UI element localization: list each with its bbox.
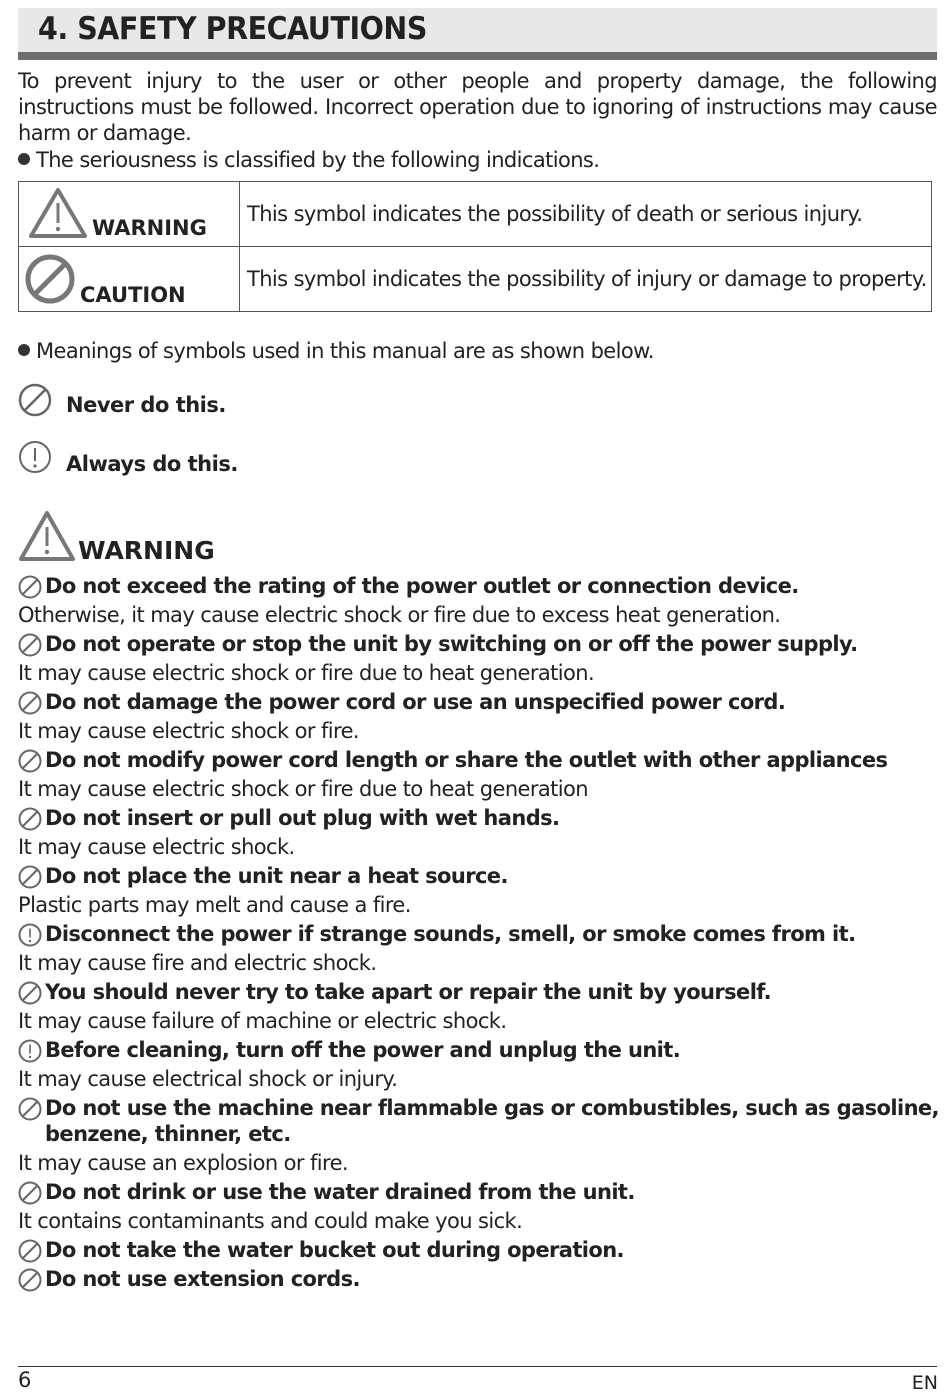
prohibition-icon: [18, 633, 42, 657]
warning-item-description: It may cause electric shock or fire due to heat generation: [18, 777, 588, 801]
warning-item-heading: [18, 863, 943, 889]
prohibition-icon: [18, 1268, 42, 1292]
symbols-note-text: Meanings of symbols used in this manual are as shown below.: [36, 339, 654, 363]
warning-item: [18, 1095, 943, 1176]
prohibition-icon: [24, 253, 76, 305]
warning-heading-label: WARNING: [78, 536, 215, 565]
warning-item: [18, 921, 943, 976]
prohibition-icon: [18, 1181, 42, 1205]
bullet-icon: [18, 344, 30, 356]
prohibition-icon: [18, 865, 42, 889]
warning-item: [18, 805, 943, 860]
severity-symbol-cell: [19, 247, 240, 312]
warning-item-description: It may cause failure of machine or electric shock.: [18, 1009, 507, 1033]
prohibition-icon: [18, 383, 52, 417]
warning-item: [18, 1266, 943, 1292]
warning-item-description: It may cause electric shock or fire.: [18, 719, 359, 743]
warning-item-heading: [18, 979, 943, 1005]
prohibition-icon: [18, 807, 42, 831]
prohibition-icon: [18, 691, 42, 715]
warning-item-heading-text: Do not place the unit near a heat source.: [45, 864, 508, 888]
warning-item-heading: [18, 1179, 943, 1205]
severity-symbol-cell: [19, 182, 240, 247]
warning-item: [18, 979, 943, 1034]
warning-item-description: It may cause electrical shock or injury.: [18, 1067, 398, 1091]
warning-item: [18, 863, 943, 918]
warning-item-heading: [18, 1037, 943, 1063]
exclamation-circle-icon: [18, 923, 42, 947]
warning-item: [18, 573, 943, 628]
warning-item-heading: [18, 1095, 943, 1147]
warning-item-heading-text: Do not use extension cords.: [45, 1267, 360, 1291]
warning-item-heading: [18, 631, 943, 657]
warning-item: [18, 1179, 943, 1234]
severity-description: This symbol indicates the possibility of injury or damage to property.: [240, 247, 932, 312]
warning-item-heading-text: Do not damage the power cord or use an unspecified power cord.: [45, 690, 786, 714]
symbol-legend-label: Never do this.: [66, 393, 226, 417]
prohibition-icon: [18, 1239, 42, 1263]
intro-paragraph: To prevent injury to the user or other people and property damage, the following instructions must be followed. Incorrect operation due to ignoring of instructions may cause harm or damage.: [18, 69, 937, 145]
warning-item: [18, 747, 943, 802]
warning-item-heading-text: Do not modify power cord length or share the outlet with other appliances: [45, 748, 888, 772]
warning-triangle-icon: [18, 510, 76, 562]
severity-description: This symbol indicates the possibility of death or serious injury.: [240, 182, 932, 247]
warning-item-heading-text: You should never try to take apart or repair the unit by yourself.: [45, 980, 772, 1004]
page-title: 4. SAFETY PRECAUTIONS: [38, 11, 427, 47]
warning-item-heading: [18, 689, 943, 715]
warning-item-heading: [18, 1237, 943, 1263]
warning-triangle-icon: [28, 187, 88, 239]
exclamation-circle-icon: [18, 1039, 42, 1063]
prohibition-icon: [18, 1097, 42, 1121]
severity-label: WARNING: [92, 216, 207, 240]
warning-item-description: Plastic parts may melt and cause a fire.: [18, 893, 411, 917]
seriousness-note-text: The seriousness is classified by the following indications.: [36, 148, 600, 172]
warning-item: [18, 1037, 943, 1092]
severity-row-caution: [19, 247, 932, 312]
warning-item-heading: [18, 573, 943, 599]
warning-item-description: It contains contaminants and could make you sick.: [18, 1209, 523, 1233]
seriousness-note: [18, 148, 599, 172]
warning-item-description: It may cause electric shock or fire due to heat generation.: [18, 661, 595, 685]
warning-item-heading-text: Do not operate or stop the unit by switching on or off the power supply.: [45, 632, 858, 656]
warning-item-heading-text: Do not insert or pull out plug with wet hands.: [45, 806, 560, 830]
warning-item: [18, 631, 943, 686]
footer-divider: [18, 1366, 937, 1367]
warning-item-description: Otherwise, it may cause electric shock or fire due to excess heat generation.: [18, 603, 781, 627]
severity-label: CAUTION: [80, 283, 186, 307]
symbols-note: [18, 339, 654, 363]
symbol-legend-label: Always do this.: [66, 452, 238, 476]
prohibition-icon: [18, 575, 42, 599]
page-number: 6: [18, 1368, 32, 1392]
warning-item-heading-text: Do not take the water bucket out during operation.: [45, 1238, 624, 1262]
warning-item-heading-text: Do not exceed the rating of the power outlet or connection device.: [45, 574, 799, 598]
warning-item-heading-text: Do not use the machine near flammable gas or combustibles, such as gasoline, benzene, thinner, etc.: [45, 1096, 939, 1146]
warning-item-heading: [18, 921, 943, 947]
warning-item: [18, 689, 943, 744]
prohibition-icon: [18, 981, 42, 1005]
warning-item-description: It may cause fire and electric shock.: [18, 951, 377, 975]
severity-table: [18, 181, 932, 312]
warning-item-heading: [18, 805, 943, 831]
bullet-icon: [18, 153, 30, 165]
warning-item-heading: [18, 1266, 943, 1292]
warning-item-heading: [18, 747, 943, 773]
language-code: EN: [911, 1372, 938, 1394]
warning-item: [18, 1237, 943, 1263]
prohibition-icon: [18, 749, 42, 773]
section-title-bar: [18, 8, 937, 60]
warning-item-heading-text: Before cleaning, turn off the power and unplug the unit.: [45, 1038, 681, 1062]
warning-item-heading-text: Disconnect the power if strange sounds, smell, or smoke comes from it.: [45, 922, 856, 946]
warning-item-description: It may cause electric shock.: [18, 835, 295, 859]
warning-items-list: [18, 570, 943, 1292]
warning-item-heading-text: Do not drink or use the water drained from the unit.: [45, 1180, 635, 1204]
exclamation-circle-icon: [18, 440, 52, 474]
warning-item-description: It may cause an explosion or fire.: [18, 1151, 348, 1175]
severity-row-warning: [19, 182, 932, 247]
